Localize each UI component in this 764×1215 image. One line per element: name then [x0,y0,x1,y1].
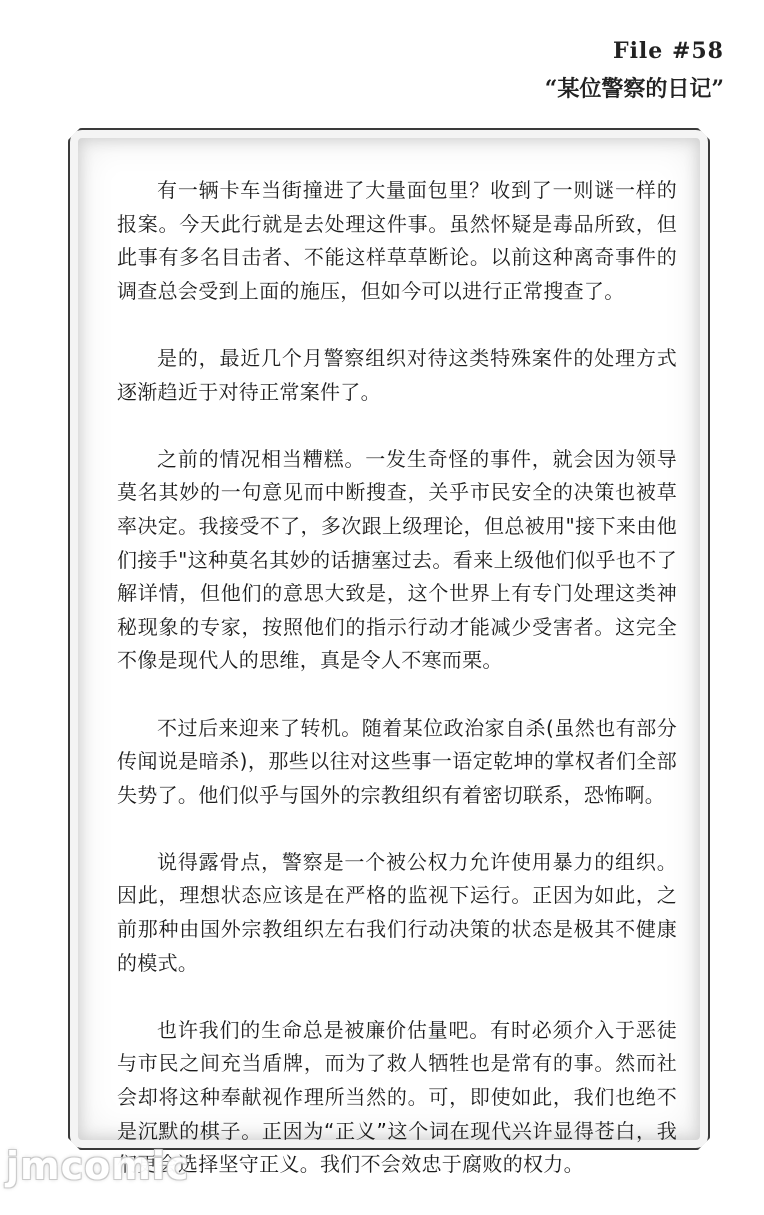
file-number: File #58 [612,38,724,64]
site-watermark: jmcomic [6,1144,190,1188]
paragraph-3: 之前的情况相当糟糕。一发生奇怪的事件，就会因为领导莫名其妙的一句意见而中断搜查，关乎市民安全的决策也被草率决定。我接受不了，多次跟上级理论，但总被用"接下来由他们接手"这种莫名其妙的话搪塞过去。看来上级他们似乎也不了解详情，但他们的意思大致是，这个世界上有专门处理这类神秘现象的专家，按照他们的指示行动才能减少受害者。这完全不像是现代人的思维，真是令人不寒而栗。 [117,446,677,673]
paragraph-2: 是的，最近几个月警察组织对待这类特殊案件的处理方式逐渐趋近于对待正常案件了。 [117,345,677,404]
paragraph-5: 说得露骨点，警察是一个被公权力允许使用暴力的组织。因此，理想状态应该是在严格的监视下运行。正因为如此，之前那种由国外宗教组织左右我们行动决策的状态是极其不健康的模式。 [117,849,677,975]
paragraph-4: 不过后来迎来了转机。随着某位政治家自杀(虽然也有部分传闻说是暗杀)，那些以往对这些事一语定乾坤的掌权者们全部失势了。他们似乎与国外的宗教组织有着密切联系，恐怖啊。 [117,715,677,807]
diary-body [117,174,677,1215]
paragraph-1: 有一辆卡车当街撞进了大量面包里？收到了一则谜一样的报案。今天此行就是去处理这件事。虽然怀疑是毒品所致，但此事有多名目击者、不能这样草草断论。以前这种离奇事件的调查总会受到上面的施压，但如今可以进行正常搜查了。 [117,178,677,303]
paragraph-6: 也许我们的生命总是被廉价估量吧。有时必须介入于恶徒与市民之间充当盾牌，而为了救人牺牲也是常有的事。然而社会却将这种奉献视作理所当然的。可，即使如此，我们也绝不是沉默的棋子。正因为“正义”这个词在现代兴许显得苍白，我们更会选择坚守正义。我们不会效忠于腐败的权力。 [117,1017,677,1177]
document-title: “某位警察的日记” [544,76,724,102]
